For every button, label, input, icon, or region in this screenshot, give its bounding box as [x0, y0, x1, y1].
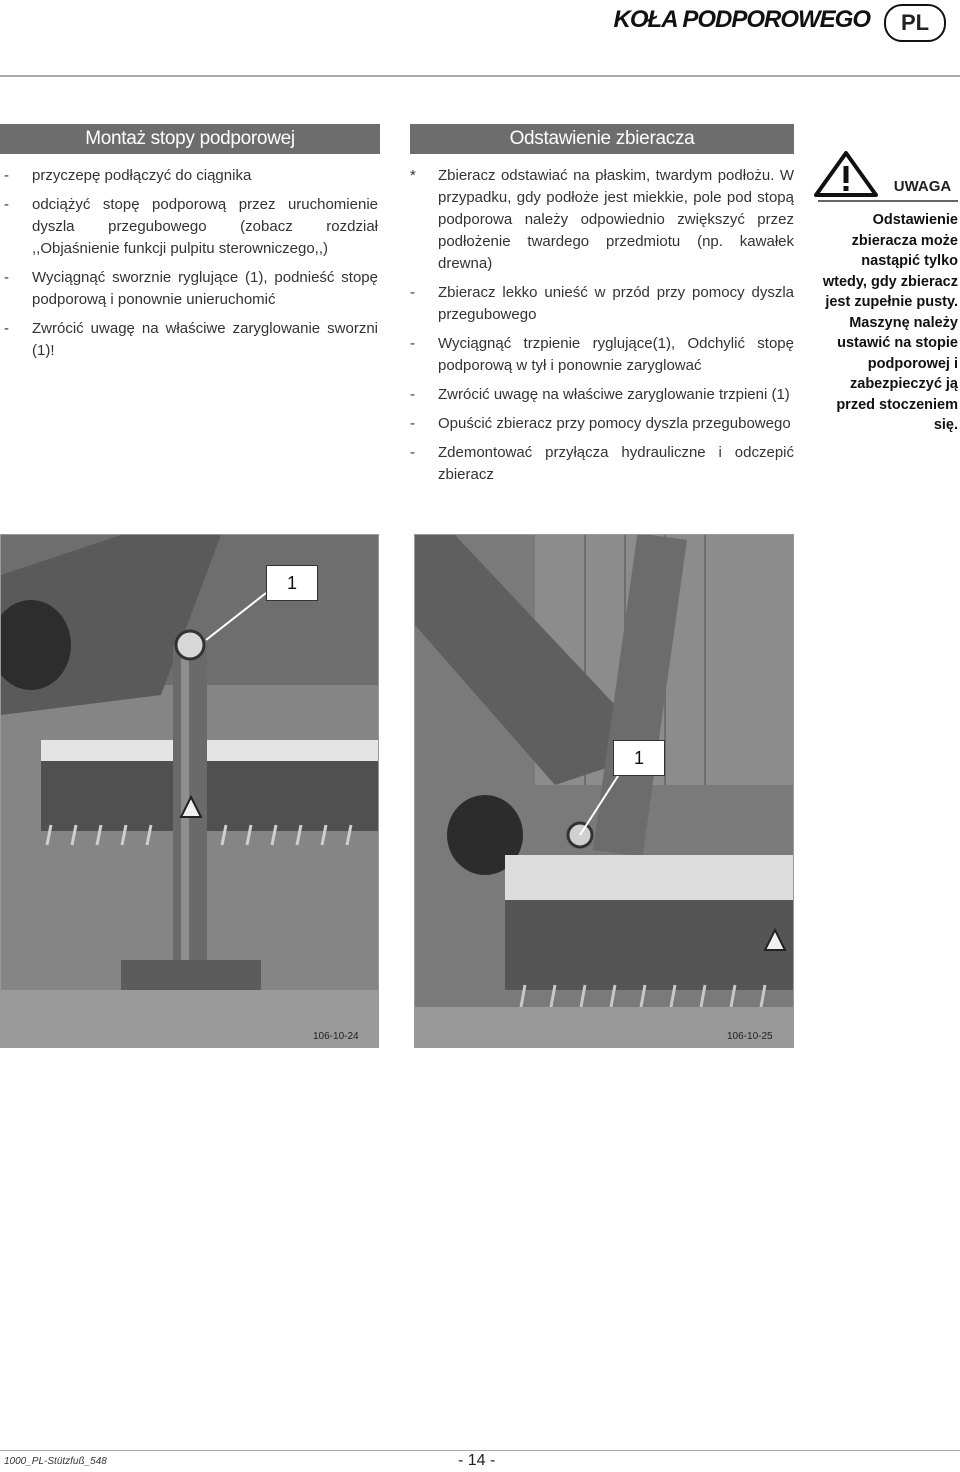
footer-divider [0, 1450, 960, 1451]
pickup-parking-steps-list [410, 165, 794, 493]
photo-pickup-parked [414, 534, 794, 1048]
list-item: - Zbieracz lekko unieść w przód przy pomocy dyszla przegubowego [410, 284, 794, 323]
support-leg-steps-list [4, 165, 378, 369]
warning-text: Odstawienie zbieracza może nastąpić tylko wtedy, gdy zbieracz jest zupełnie pusty. Maszynę należy ustawić na stopie podporowej i zabezpieczyć ją przed stoczeniem się. [822, 212, 958, 433]
photo-support-leg [0, 534, 379, 1048]
photo-code: 106-10-24 [313, 1031, 359, 1042]
list-item: - Zwrócić uwagę na właściwe zaryglowanie sworzni (1)! [4, 320, 378, 359]
list-item: - Opuścić zbieracz przy pomocy dyszla przegubowego [410, 415, 791, 432]
list-item: - przyczepę podłączyć do ciągnika [4, 167, 252, 184]
list-item: - odciążyć stopę podporową przez uruchomienie dyszla przegubowego (zobacz rozdział ,,Objaśnienie funkcji pulpitu sterowniczego,,) [4, 196, 378, 257]
list-item: - Zdemontować przyłącza hydrauliczne i odczepić zbieracz [410, 444, 794, 483]
list-item: - Wyciągnąć trzpienie ryglujące(1), Odchylić stopę podporową w tył i ponownie zaryglować [410, 335, 794, 374]
language-badge: PL [884, 4, 946, 42]
header-divider [0, 75, 960, 77]
page-header-title: KOŁA PODPOROWEGO [613, 6, 870, 33]
document-id: 1000_PL-Stützfuß_548 [4, 1456, 107, 1467]
callout-label: 1 [266, 565, 318, 601]
warning-title: UWAGA [893, 178, 952, 195]
callout-label: 1 [613, 740, 665, 776]
section-title-pickup-parking: Odstawienie zbieracza [410, 124, 794, 154]
warning-triangle-icon [813, 150, 879, 198]
page-number: - 14 - [458, 1452, 496, 1469]
warning-divider [818, 200, 958, 202]
list-item: - Wyciągnąć sworznie ryglujące (1), podnieść stopę podporową i ponownie unieruchomić [4, 269, 378, 308]
list-item: - Zwrócić uwagę na właściwe zaryglowanie trzpieni (1) [410, 386, 790, 403]
section-title-support-leg-mounting: Montaż stopy podporowej [0, 124, 380, 154]
list-item: * Zbieracz odstawiać na płaskim, twardym podłożu. W przypadku, gdy podłoże jest miekkie, pole pod stopą podporowa należy odpowiednio zwiększyć przez podłożenie twardego przedmiotu (np. kawałek drewna) [410, 167, 794, 272]
photo-code: 106-10-25 [727, 1031, 773, 1042]
